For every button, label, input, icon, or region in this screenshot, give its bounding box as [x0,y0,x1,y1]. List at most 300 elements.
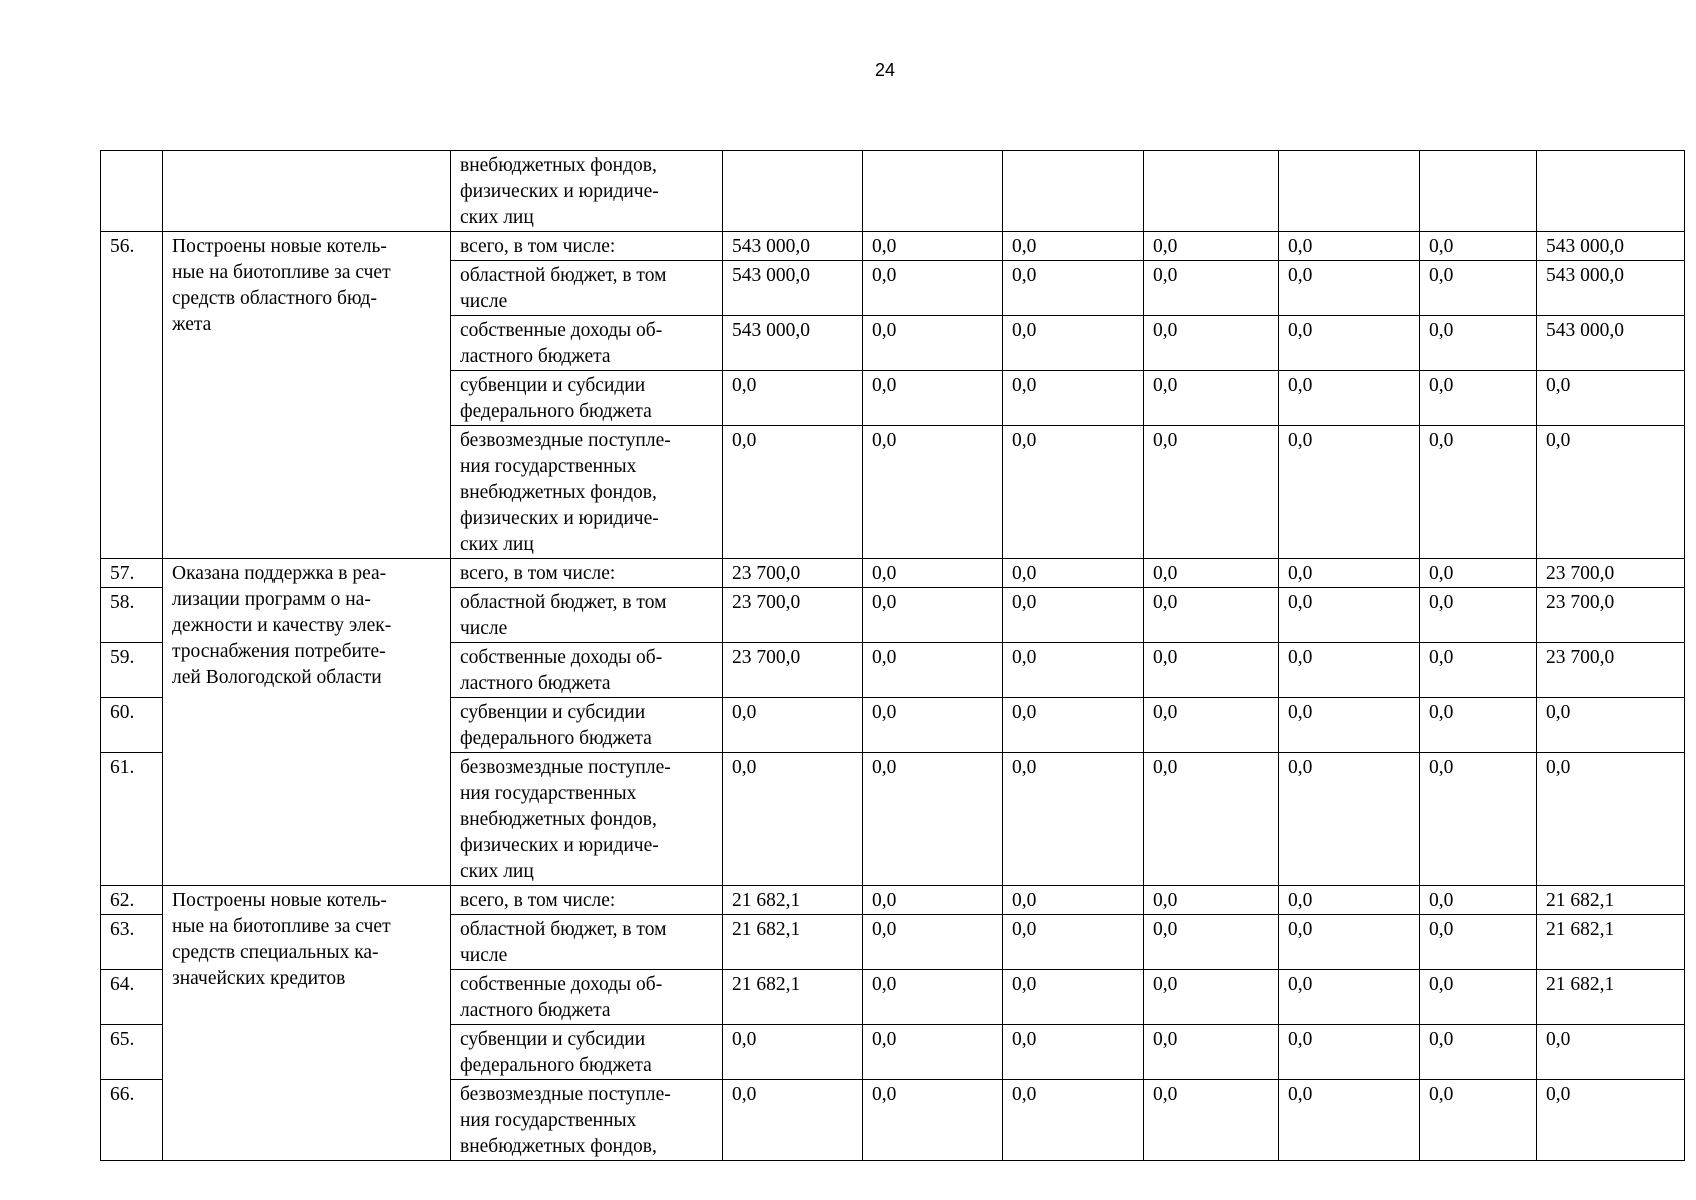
value-text: 0,0 [1429,890,1454,911]
value-text: 21 682,1 [732,974,801,995]
value-cell [1144,232,1279,261]
value-cell [1537,1080,1685,1161]
value-text: 0,0 [1012,890,1037,911]
description-line: Оказана поддержка в реа- [172,563,387,584]
value-cell [863,151,1003,232]
table-row [101,232,1685,261]
value-text: 0,0 [1012,563,1037,584]
value-text: 0,0 [1288,320,1313,341]
value-cell [1279,970,1420,1025]
value-text: 0,0 [1288,592,1313,613]
row-number-cell: 57. [101,559,163,588]
source-line: ластного бюджета [460,673,611,694]
row-number-cell: 60. [101,698,163,753]
value-cell [1003,970,1144,1025]
value-cell [723,970,863,1025]
value-text: 0,0 [1288,430,1313,451]
value-cell [1420,970,1537,1025]
value-text: 0,0 [1288,702,1313,723]
source-line: субвенции и субсидии [460,702,646,723]
value-text: 0,0 [1153,375,1178,396]
value-text: 0,0 [872,563,897,584]
value-cell [1537,886,1685,915]
value-text: 0,0 [1153,430,1178,451]
value-text: 21 682,1 [732,919,801,940]
row-number-cell [101,151,163,232]
source-line: областной бюджет, в том [460,592,667,613]
value-cell [723,643,863,698]
value-cell [1420,426,1537,559]
row-number-cell: 58. [101,588,163,643]
value-cell [1003,559,1144,588]
description-line: ные на биотопливе за счет [172,916,391,937]
value-cell [863,371,1003,426]
row-number-cell: 59. [101,643,163,698]
value-cell [1003,371,1144,426]
value-cell [1144,261,1279,316]
description-cell [163,232,451,559]
value-cell [863,261,1003,316]
value-cell [1537,316,1685,371]
funding-source-cell [451,371,723,426]
description-line: троснабжения потребите- [172,641,386,662]
value-cell [1537,970,1685,1025]
description-line: лей Вологодской области [172,667,382,688]
value-cell [1420,915,1537,970]
value-cell [863,970,1003,1025]
value-cell [723,698,863,753]
source-line: ских лиц [460,207,534,228]
value-text: 0,0 [1288,919,1313,940]
value-text: 0,0 [1153,320,1178,341]
source-line: федерального бюджета [460,728,652,749]
value-text: 0,0 [1429,430,1454,451]
value-cell [723,588,863,643]
value-text: 0,0 [1153,1084,1178,1105]
description-line: средств областного бюд- [172,288,377,309]
value-cell [1144,371,1279,426]
value-cell [1279,643,1420,698]
value-cell [863,886,1003,915]
source-line: физических и юридиче- [460,835,659,856]
source-line: субвенции и субсидии [460,375,646,396]
budget-table [100,150,1685,1161]
source-line: числе [460,291,508,312]
table-row [101,559,1685,588]
value-text: 0,0 [1429,592,1454,613]
value-text: 0,0 [1288,375,1313,396]
source-line: безвозмездные поступле- [460,757,671,778]
value-text: 0,0 [1153,265,1178,286]
value-cell [723,151,863,232]
value-text: 0,0 [1012,236,1037,257]
value-cell [1144,1080,1279,1161]
source-line: ских лиц [460,534,534,555]
value-text: 0,0 [1288,647,1313,668]
value-text: 0,0 [1012,320,1037,341]
row-number-cell: 62. [101,886,163,915]
value-text: 0,0 [732,430,757,451]
value-cell [1144,426,1279,559]
value-cell [1279,151,1420,232]
value-cell [723,426,863,559]
source-line: внебюджетных фондов, [460,809,657,830]
value-text: 0,0 [1546,702,1571,723]
source-line: собственные доходы об- [460,320,663,341]
funding-source-cell [451,559,723,588]
value-cell [1003,151,1144,232]
value-text: 0,0 [1288,1029,1313,1050]
value-text: 0,0 [1429,702,1454,723]
value-cell [1537,371,1685,426]
value-text: 23 700,0 [732,563,801,584]
value-text: 0,0 [1288,265,1313,286]
value-cell [1420,1025,1537,1080]
value-cell [1420,698,1537,753]
value-text: 0,0 [872,757,897,778]
value-cell [1144,753,1279,886]
value-cell [1279,261,1420,316]
value-text: 0,0 [1429,1084,1454,1105]
value-cell [1420,588,1537,643]
value-text: 0,0 [1153,974,1178,995]
funding-source-cell [451,698,723,753]
value-text: 0,0 [1429,265,1454,286]
value-cell [723,261,863,316]
description-line: ные на биотопливе за счет [172,262,391,283]
funding-source-cell [451,970,723,1025]
value-text: 0,0 [872,236,897,257]
description-line: средств специальных ка- [172,942,379,963]
value-cell [1420,371,1537,426]
value-text: 0,0 [1288,890,1313,911]
value-text: 0,0 [872,265,897,286]
value-text: 0,0 [872,919,897,940]
value-text: 0,0 [1429,1029,1454,1050]
value-text: 0,0 [1429,236,1454,257]
value-cell [1003,316,1144,371]
value-cell [1537,559,1685,588]
value-text: 23 700,0 [732,592,801,613]
value-cell [863,588,1003,643]
funding-source-cell [451,316,723,371]
value-text: 0,0 [1546,1084,1571,1105]
value-cell [723,915,863,970]
value-text: 23 700,0 [1546,563,1615,584]
source-line: субвенции и субсидии [460,1029,646,1050]
value-text: 0,0 [1153,236,1178,257]
value-cell [1537,753,1685,886]
value-text: 0,0 [1012,974,1037,995]
value-text: 0,0 [872,375,897,396]
value-text: 0,0 [1429,320,1454,341]
value-cell [1420,316,1537,371]
value-cell [1537,1025,1685,1080]
value-cell [863,316,1003,371]
table-body [101,151,1685,1161]
value-text: 21 682,1 [1546,974,1615,995]
value-cell [1003,643,1144,698]
value-cell [1420,886,1537,915]
value-text: 0,0 [1153,563,1178,584]
value-cell [1420,643,1537,698]
value-cell [723,559,863,588]
value-text: 0,0 [1153,890,1178,911]
value-cell [1144,1025,1279,1080]
value-cell [863,232,1003,261]
source-line: внебюджетных фондов, [460,155,657,176]
funding-source-cell [451,232,723,261]
value-text: 0,0 [1288,974,1313,995]
value-text: 21 682,1 [1546,919,1615,940]
value-text: 0,0 [1153,757,1178,778]
value-cell [1144,698,1279,753]
value-text: 0,0 [1546,1029,1571,1050]
value-cell [1420,1080,1537,1161]
row-number-cell: 66. [101,1080,163,1161]
funding-source-cell [451,643,723,698]
value-text: 21 682,1 [732,890,801,911]
value-text: 0,0 [1153,919,1178,940]
value-cell [723,1080,863,1161]
value-text: 0,0 [1429,563,1454,584]
row-number-cell: 56. [101,232,163,559]
value-cell [723,316,863,371]
value-cell [1144,151,1279,232]
value-cell [1003,232,1144,261]
source-line: собственные доходы об- [460,647,663,668]
value-text: 23 700,0 [732,647,801,668]
value-cell [1144,886,1279,915]
funding-source-cell [451,151,723,232]
source-line: федерального бюджета [460,1055,652,1076]
value-cell [1279,316,1420,371]
value-cell [1420,261,1537,316]
value-cell [1420,753,1537,886]
value-cell [863,915,1003,970]
value-cell [1003,426,1144,559]
table-row [101,151,1685,232]
value-text: 0,0 [872,647,897,668]
value-text: 0,0 [872,592,897,613]
source-line: внебюджетных фондов, [460,482,657,503]
source-line: ния государственных [460,456,637,477]
value-cell [1279,1025,1420,1080]
source-line: числе [460,618,508,639]
value-text: 0,0 [1429,757,1454,778]
value-cell [1144,915,1279,970]
value-cell [863,698,1003,753]
value-cell [1003,588,1144,643]
value-text: 0,0 [732,375,757,396]
value-cell [1279,559,1420,588]
description-line: жета [172,314,212,335]
value-cell [1537,261,1685,316]
funding-source-cell [451,1080,723,1161]
funding-source-cell [451,261,723,316]
description-line: Построены новые котель- [172,890,387,911]
value-text: 23 700,0 [1546,592,1615,613]
value-cell [1420,559,1537,588]
value-text: 0,0 [1288,236,1313,257]
value-cell [1144,970,1279,1025]
value-text: 0,0 [1012,265,1037,286]
description-line: лизации программ о на- [172,589,371,610]
value-text: 21 682,1 [1546,890,1615,911]
value-text: 0,0 [1012,1084,1037,1105]
value-cell [1537,426,1685,559]
value-cell [1279,698,1420,753]
value-cell [723,753,863,886]
value-text: 0,0 [1546,375,1571,396]
value-text: 0,0 [872,974,897,995]
source-line: собственные доходы об- [460,974,663,995]
value-text: 0,0 [732,702,757,723]
value-cell [1003,1025,1144,1080]
value-text: 0,0 [1012,375,1037,396]
value-text: 543 000,0 [1546,265,1624,286]
source-line: федерального бюджета [460,401,652,422]
value-text: 0,0 [1429,647,1454,668]
value-cell [1537,698,1685,753]
value-cell [1279,588,1420,643]
source-line: ских лиц [460,861,534,882]
value-text: 23 700,0 [1546,647,1615,668]
description-cell [163,151,451,232]
value-cell [863,1080,1003,1161]
value-cell [723,886,863,915]
value-text: 0,0 [872,1029,897,1050]
value-text: 0,0 [1012,757,1037,778]
value-cell [1003,915,1144,970]
source-line: безвозмездные поступле- [460,1084,671,1105]
value-text: 0,0 [1288,1084,1313,1105]
source-line: физических и юридиче- [460,181,659,202]
value-cell [1003,886,1144,915]
source-line: числе [460,945,508,966]
value-text: 0,0 [1153,1029,1178,1050]
value-cell [1144,643,1279,698]
value-cell [1537,915,1685,970]
source-line: областной бюджет, в том [460,919,667,940]
value-text: 0,0 [1546,430,1571,451]
value-text: 0,0 [872,890,897,911]
description-line: значейских кредитов [172,968,346,989]
value-cell [723,232,863,261]
value-cell [1279,915,1420,970]
funding-source-cell [451,915,723,970]
page-number: 24 [874,60,896,80]
value-cell [1279,753,1420,886]
value-text: 0,0 [872,1084,897,1105]
source-line: внебюджетных фондов, [460,1136,657,1157]
row-number-cell: 64. [101,970,163,1025]
description-cell [163,886,451,1161]
source-line: ластного бюджета [460,1000,611,1021]
value-text: 0,0 [1429,974,1454,995]
value-cell [1537,151,1685,232]
source-line: ластного бюджета [460,346,611,367]
value-cell [863,753,1003,886]
value-text: 0,0 [732,1084,757,1105]
value-cell [1279,232,1420,261]
value-text: 0,0 [1012,592,1037,613]
value-text: 543 000,0 [732,265,810,286]
value-text: 543 000,0 [732,236,810,257]
value-text: 0,0 [1429,375,1454,396]
value-cell [1420,232,1537,261]
value-cell [1003,698,1144,753]
value-text: 0,0 [732,1029,757,1050]
value-text: 0,0 [1012,647,1037,668]
value-cell [1279,886,1420,915]
source-line: всего, в том числе: [460,890,616,911]
description-line: дежности и качеству элек- [172,615,392,636]
value-cell [723,371,863,426]
value-text: 0,0 [1288,563,1313,584]
source-line: ния государственных [460,1110,637,1131]
source-line: ния государственных [460,783,637,804]
value-cell [863,1025,1003,1080]
value-cell [723,1025,863,1080]
value-text: 0,0 [1012,1029,1037,1050]
source-line: всего, в том числе: [460,236,616,257]
value-cell [1537,643,1685,698]
description-cell [163,559,451,886]
value-text: 0,0 [1012,430,1037,451]
funding-source-cell [451,1025,723,1080]
source-line: физических и юридиче- [460,508,659,529]
row-number-cell: 61. [101,753,163,886]
value-text: 0,0 [1288,757,1313,778]
value-text: 0,0 [1429,919,1454,940]
value-text: 0,0 [1153,647,1178,668]
value-text: 0,0 [732,757,757,778]
value-cell [1003,1080,1144,1161]
value-cell [1144,559,1279,588]
value-text: 0,0 [1012,919,1037,940]
value-cell [1420,151,1537,232]
source-line: всего, в том числе: [460,563,616,584]
value-text: 0,0 [1546,757,1571,778]
value-text: 0,0 [872,702,897,723]
value-text: 0,0 [1153,702,1178,723]
value-text: 0,0 [872,430,897,451]
value-text: 0,0 [1012,702,1037,723]
value-cell [1537,588,1685,643]
value-cell [863,559,1003,588]
source-line: областной бюджет, в том [460,265,667,286]
value-cell [863,643,1003,698]
funding-source-cell [451,588,723,643]
value-cell [1144,588,1279,643]
value-cell [863,426,1003,559]
value-cell [1003,261,1144,316]
value-cell [1279,426,1420,559]
row-number-cell: 65. [101,1025,163,1080]
value-cell [1144,316,1279,371]
source-line: безвозмездные поступле- [460,430,671,451]
value-cell [1537,232,1685,261]
value-text: 543 000,0 [732,320,810,341]
value-text: 543 000,0 [1546,320,1624,341]
value-text: 543 000,0 [1546,236,1624,257]
funding-source-cell [451,426,723,559]
value-cell [1279,371,1420,426]
value-text: 0,0 [872,320,897,341]
table-row [101,886,1685,915]
funding-source-cell [451,886,723,915]
